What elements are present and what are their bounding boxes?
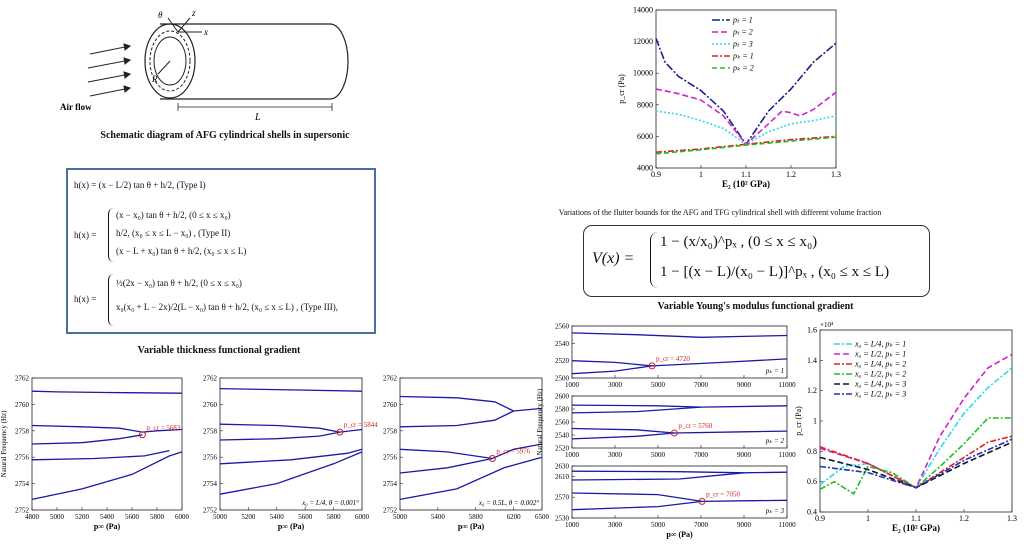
y-tick-label: 1.6 [807,325,817,335]
y-tick-label: 2762 [15,374,29,383]
x-tick-label: 1000 [565,451,579,459]
y-tick-label: 2754 [15,480,29,489]
y-tick-label: 10000 [633,68,653,78]
length-label: L [255,112,261,123]
plot-frame [400,378,542,510]
x-label: x [204,27,208,37]
y-tick-label: 4000 [637,163,653,173]
volume-eq-row2: 1 − [(x − L)/(x₀ − L)]^pₓ , (x₀ ≤ x ≤ L) [660,264,890,280]
volume-fraction-chart [794,318,1024,546]
x-tick-label: 6500 [535,513,549,521]
x-tick-label: 6000 [355,513,369,521]
legend-entry: pₖ = 1 [733,51,754,61]
thickness-eq-type2-c: (x − L + x₀) tan θ + h/2, (x₀ ≤ x ≤ L) [116,246,247,256]
schematic-caption: Schematic diagram of AFG cylindrical shells in supersonic [100,130,350,141]
x-tick-label: 5000 [651,381,665,389]
x-tick-label: 4800 [25,513,39,521]
x-tick-label: 1.3 [831,170,841,179]
x-tick-label: 5000 [393,513,407,521]
legend-entry: x₀ = L/4, pₖ = 3 [855,379,907,389]
thickness-eq-type3-lhs: h(x) = [74,294,97,304]
volume-eq-lhs: V(x) = [592,250,635,267]
panel-note: pₖ = 3 [765,507,784,515]
y-axis-label: Natural Frequency (Hz) [536,388,544,456]
legend-entry: x₀ = L/4, pₖ = 2 [855,359,907,369]
flutter-caption: Variations of the flutter bounds for the AFG and TFG cylindrical shell with different volume fraction [558,208,882,217]
x-tick-label: 0.9 [651,170,661,179]
y-tick-label: 2630 [555,462,569,471]
legend-entry: pₜ = 3 [733,39,753,49]
thickness-eq-type2-b: h/2, (x₀ ≤ x ≤ L − x₀) , (Type II) [116,228,231,238]
youngs-chart-c [536,460,796,546]
x-tick-label: 9000 [737,451,751,459]
x-tick-label: 1000 [565,521,579,529]
x-tick-label: 1.2 [786,170,796,179]
critical-annotation: p_cr = 5844 [343,421,378,430]
y-tick-label: 0.4 [807,507,817,517]
x-tick-label: 5800 [468,513,483,521]
panel-note: x₀ = 0.5L, θ = 0.002° [478,499,539,507]
x-tick-label: 1.1 [741,170,751,179]
x-axis-label: p∞ (Pa) [277,522,305,531]
y-tick-label: 1 [813,416,817,426]
series-line-6 [820,439,1012,488]
thickness-caption: Variable thickness functional gradient [137,345,301,356]
legend-entry: pₜ = 1 [733,15,753,25]
x-tick-label: 5000 [651,521,665,529]
critical-annotation: p_cr = 7050 [706,490,740,499]
y-tick-label: 6000 [637,131,653,141]
y-tick-label: 1.4 [807,355,817,365]
series-line-3 [572,493,702,501]
thickness-equation-box [66,168,376,334]
series-line-4 [572,501,702,509]
x-axis-label: p∞ (Pa) [457,522,485,531]
x-tick-label: 5400 [430,513,445,521]
plot-frame [572,466,787,518]
x-tick-label: 11000 [778,381,796,389]
y-axis-label: p_cr (Pa) [617,74,626,104]
x-tick-label: 5000 [213,513,227,521]
legend-entry: x₀ = L/2, pₖ = 2 [855,369,907,379]
y-axis-label: p_cr (Pa) [794,406,803,436]
critical-annotation: p_cr = 4720 [655,354,690,363]
y-tick-label: 2610 [555,472,569,481]
series-line-3 [572,429,674,434]
x-tick-label: 9000 [737,521,751,529]
x-tick-label: 7000 [694,381,708,389]
y-tick-label: 2758 [383,427,397,436]
series-line-2 [220,424,362,432]
x-tick-label: 3000 [608,521,622,529]
panel-note: x₀ = L/4, θ = 0.001° [302,499,359,507]
y-tick-label: 2540 [555,339,569,348]
youngs-chart-b [536,390,796,460]
x-tick-label: 9000 [737,381,751,389]
y-tick-label: 2600 [555,392,569,401]
y-tick-label: 12000 [633,37,653,47]
theta-label: θ [158,10,163,20]
series-line-1 [220,389,362,392]
x-tick-label: 5400 [269,513,284,521]
panel-note: pₖ = 2 [765,437,784,445]
x-tick-label: 5600 [125,513,139,521]
series-line-2 [656,89,836,144]
y-tick-label: 2540 [555,431,569,440]
series-line-3 [220,432,340,440]
critical-annotation: p_cr = 5976 [496,447,531,456]
x-tick-label: 11000 [778,521,796,529]
y-tick-label: 2756 [15,453,29,462]
z-label: z [192,8,196,18]
y-tick-label: 2570 [555,493,569,502]
x-tick-label: 5800 [150,513,164,521]
y-tick-label: 2756 [203,453,217,462]
y-tick-label: 2762 [203,374,217,383]
x-tick-label: 6000 [175,513,189,521]
series-line-2 [572,473,744,480]
x-axis-label: E₂ (10² GPa) [892,523,940,533]
x-tick-label: 0.9 [815,514,825,523]
thickness-chart-a [0,372,190,546]
y-tick-label: 14000 [633,5,653,15]
thickness-eq-type3-a: ½(2x − x₀) tan θ + h/2, (0 ≤ x ≤ x₀) [116,278,242,288]
x-tick-label: 5200 [241,513,256,521]
series-line-5 [220,452,362,494]
series-line-5 [400,459,492,474]
series-line-1 [572,471,787,473]
x-tick-label: 7000 [694,451,708,459]
y-tick-label: 1.2 [807,386,817,396]
x-tick-label: 5800 [326,513,341,521]
series-line-5 [702,500,787,501]
series-line-1 [400,397,514,412]
y-tick-label: 2580 [555,405,569,414]
x-axis-label: p∞ (Pa) [666,530,693,539]
legend-entry: pₜ = 2 [733,27,753,37]
y-tick-label: 2530 [555,514,569,523]
r-label: R [152,74,158,84]
series-line-5 [656,137,836,154]
series-line-2 [572,361,652,366]
x-tick-label: 5400 [100,513,114,521]
x-tick-label: 1000 [565,381,579,389]
thickness-eq-type1: h(x) = (x − L/2) tan θ + h/2, (Type I) [74,180,206,190]
series-line-5 [674,431,787,433]
youngs-chart-a [536,320,796,390]
y-tick-label: 2560 [555,322,569,331]
series-line-1 [32,391,182,393]
y-axis-label: Natural Frequency (Hz) [0,410,8,478]
thickness-eq-type2-a: (x − x₀) tan θ + h/2, (0 ≤ x ≤ x₀) [116,210,231,220]
x-tick-label: 5000 [651,451,665,459]
plot-frame [820,330,1012,512]
legend-entry: pₖ = 2 [733,63,754,73]
airflow-label: Air flow [60,102,92,112]
x-tick-label: 1 [699,170,703,179]
series-line-4 [220,449,362,464]
x-tick-label: 6200 [506,513,521,521]
y-tick-label: 2758 [15,427,29,436]
series-line-2 [572,407,701,413]
y-tick-label: 2560 [555,418,569,427]
x-tick-label: 1.2 [959,514,969,523]
panel-note: pₖ = 1 [765,367,784,375]
y-tick-label: 2752 [15,506,29,515]
x-tick-label: 5000 [50,513,64,521]
y-tick-label: 0.8 [807,446,817,456]
series-line-3 [820,436,1012,488]
y-tick-label: 2760 [15,400,29,409]
youngs-caption: Variable Young's modulus functional gradient [657,301,854,312]
y-tick-label: 2752 [203,506,217,515]
series-line-2 [400,411,514,427]
y-tick-label: 0.6 [807,477,817,487]
x-tick-label: 1.3 [1007,514,1017,523]
x-tick-label: 5200 [75,513,89,521]
series-line-4 [820,418,1012,494]
critical-annotation: p_cr = 5683 [146,423,181,432]
y-tick-label: 2520 [555,444,569,453]
y-tick-label: 2758 [203,427,217,436]
thickness-eq-type2-lhs: h(x) = [74,230,97,240]
x-axis-label: p∞ (Pa) [93,522,121,531]
cylinder-diagram [60,4,390,134]
y-tick-label: 2760 [383,400,397,409]
series-line-1 [572,405,787,407]
y-tick-label: 8000 [637,100,653,110]
schematic-panel [60,4,390,134]
thickness-eq-type3-b: x₀(x₀ + L − 2x)/2(L − x₀) tan θ + h/2, (x₀ ≤ x ≤ L) , (Type III), [116,302,338,312]
critical-annotation: p_cr = 5760 [678,422,713,431]
flutter-bounds-chart [612,2,852,197]
x-tick-label: 1.1 [911,514,921,523]
x-axis-label: E₂ (10² GPa) [722,179,770,189]
volume-eq-row1: 1 − (x/x₀)^pₓ , (0 ≤ x ≤ x₀) [660,234,818,250]
y-scale-label: ×10⁴ [820,321,834,329]
x-tick-label: 5600 [298,513,313,521]
series-line-3 [32,435,142,444]
series-line-4 [32,451,170,460]
x-tick-label: 11000 [778,451,796,459]
legend-entry: x₀ = L/2, pₖ = 1 [855,349,907,359]
volume-equation-box [583,225,930,297]
y-tick-label: 2752 [383,506,397,515]
x-tick-label: 1 [866,514,870,523]
y-tick-label: 2754 [383,480,397,489]
x-tick-label: 7000 [694,521,708,529]
y-tick-label: 2756 [383,453,397,462]
y-tick-label: 2754 [203,480,217,489]
series-line-1 [572,333,787,337]
x-tick-label: 3000 [608,451,622,459]
series-line-4 [572,433,674,439]
x-tick-label: 3000 [608,381,622,389]
legend-entry: x₀ = L/4, pₖ = 1 [855,339,907,349]
y-tick-label: 2762 [383,374,397,383]
y-tick-label: 2500 [555,374,569,383]
y-tick-label: 2520 [555,357,569,366]
series-line-5 [820,442,1012,488]
y-tick-label: 2760 [203,400,217,409]
airflow-arrows [88,44,130,96]
thickness-chart-c [370,372,550,546]
legend-entry: x₀ = L/2, pₖ = 3 [855,389,907,399]
series-line-3 [572,366,652,374]
thickness-chart-b [190,372,378,546]
